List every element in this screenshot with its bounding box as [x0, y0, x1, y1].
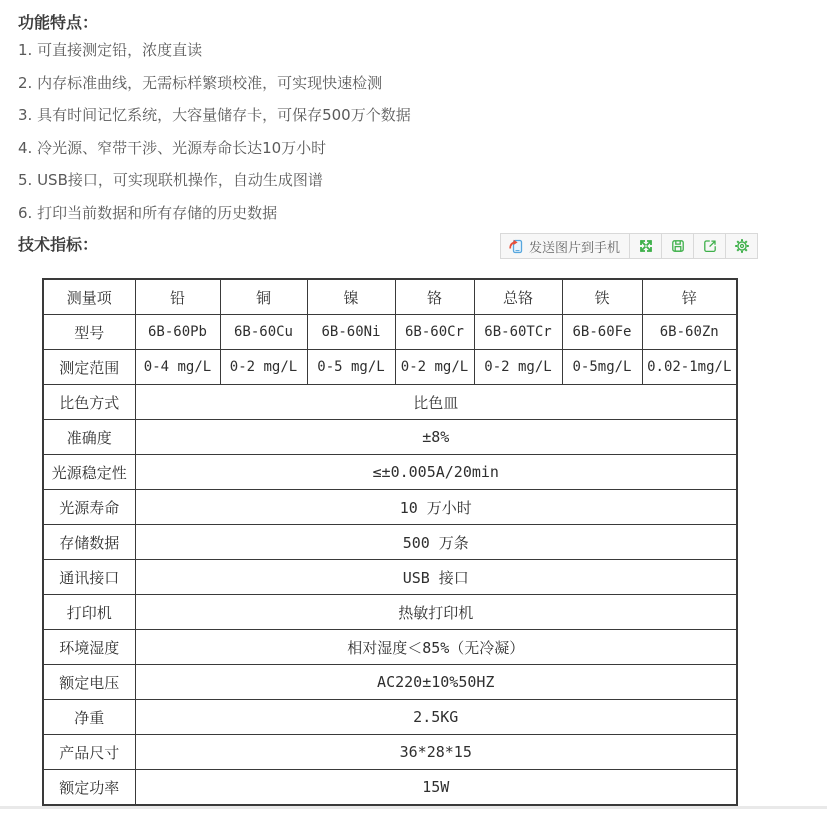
spec-value-cell: 0-2 mg/L: [474, 350, 562, 385]
spec-label-cell: 产品尺寸: [43, 735, 135, 770]
spec-value-cell: 比色皿: [135, 385, 737, 420]
features-list: [18, 34, 827, 230]
page-bottom-divider: [0, 806, 827, 809]
spec-value-cell: 15W: [135, 770, 737, 806]
spec-label-cell: 环境湿度: [43, 630, 135, 665]
header-cell: 铬: [395, 279, 474, 315]
settings-icon: [734, 238, 750, 254]
content: [0, 0, 827, 256]
table-row: [43, 630, 737, 665]
share-button[interactable]: [693, 233, 726, 259]
header-cell: 镍: [307, 279, 395, 315]
header-cell: 铁: [562, 279, 642, 315]
feature-item: 5. USB接口，可实现联机操作，自动生成图谱: [18, 171, 323, 190]
table-row: [43, 385, 737, 420]
spec-value-cell: ±8%: [135, 420, 737, 455]
table-row: [43, 315, 737, 350]
header-label-cell: 测量项: [43, 279, 135, 315]
spec-value-cell: 6B-60Fe: [562, 315, 642, 350]
table-row: [43, 279, 737, 315]
fullscreen-icon: [638, 238, 654, 254]
spec-value-cell: AC220±10%50HZ: [135, 665, 737, 700]
header-cell: 总铬: [474, 279, 562, 315]
header-cell: 铅: [135, 279, 220, 315]
spec-value-cell: 36*28*15: [135, 735, 737, 770]
spec-label-cell: 测定范围: [43, 350, 135, 385]
save-button[interactable]: [661, 233, 694, 259]
table-row: [43, 350, 737, 385]
feature-item: 6. 打印当前数据和所有存储的历史数据: [18, 203, 278, 222]
spec-label-cell: 额定功率: [43, 770, 135, 806]
header-cell: 铜: [220, 279, 307, 315]
table-row: [43, 770, 737, 806]
spec-value-cell: 相对湿度＜85%（无冷凝）: [135, 630, 737, 665]
spec-value-cell: 6B-60Cu: [220, 315, 307, 350]
spec-value-cell: 0-2 mg/L: [220, 350, 307, 385]
spec-value-cell: USB 接口: [135, 560, 737, 595]
table-row: [43, 420, 737, 455]
spec-label-cell: 通讯接口: [43, 560, 135, 595]
spec-table: [42, 278, 738, 806]
spec-value-cell: 热敏打印机: [135, 595, 737, 630]
settings-button[interactable]: [725, 233, 758, 259]
spec-label-cell: 净重: [43, 700, 135, 735]
spec-value-cell: 0-2 mg/L: [395, 350, 474, 385]
table-row: [43, 735, 737, 770]
send-to-phone-label: 发送图片到手机: [529, 240, 621, 256]
spec-label-cell: 型号: [43, 315, 135, 350]
send-to-phone-button[interactable]: [500, 233, 630, 259]
phone-send-icon: [508, 238, 524, 254]
table-row: [43, 700, 737, 735]
table-row: [43, 490, 737, 525]
spec-value-cell: 0-5mg/L: [562, 350, 642, 385]
spec-value-cell: 10 万小时: [135, 490, 737, 525]
spec-label-cell: 准确度: [43, 420, 135, 455]
spec-label-cell: 比色方式: [43, 385, 135, 420]
spec-value-cell: 6B-60Cr: [395, 315, 474, 350]
spec-value-cell: 6B-60Pb: [135, 315, 220, 350]
spec-value-cell: 500 万条: [135, 525, 737, 560]
spec-value-cell: 0-4 mg/L: [135, 350, 220, 385]
features-title: 功能特点：: [18, 13, 99, 32]
table-row: [43, 560, 737, 595]
spec-label-cell: 打印机: [43, 595, 135, 630]
table-row: [43, 525, 737, 560]
spec-value-cell: 6B-60Zn: [642, 315, 737, 350]
spec-value-cell: 6B-60Ni: [307, 315, 395, 350]
share-icon: [702, 238, 718, 254]
spec-value-cell: 6B-60TCr: [474, 315, 562, 350]
table-row: [43, 455, 737, 490]
spec-value-cell: 2.5KG: [135, 700, 737, 735]
spec-value-cell: 0-5 mg/L: [307, 350, 395, 385]
specs-title: 技术指标：: [18, 234, 99, 254]
spec-label-cell: 光源稳定性: [43, 455, 135, 490]
spec-value-cell: ≤±0.005A/20min: [135, 455, 737, 490]
feature-item: 4. 冷光源、窄带干涉、光源寿命长达10万小时: [18, 138, 327, 157]
save-icon: [670, 238, 686, 254]
spec-value-cell: 0.02-1mg/L: [642, 350, 737, 385]
feature-item: 1. 可直接测定铅，浓度直读: [18, 41, 203, 59]
table-row: [43, 665, 737, 700]
table-row: [43, 595, 737, 630]
spec-label-cell: 存储数据: [43, 525, 135, 560]
spec-label-cell: 光源寿命: [43, 490, 135, 525]
header-cell: 锌: [642, 279, 737, 315]
feature-item: 3. 具有时间记忆系统，大容量储存卡，可保存500万个数据: [18, 106, 411, 125]
spec-label-cell: 额定电压: [43, 665, 135, 700]
feature-item: 2. 内存标准曲线，无需标样繁琐校准，可实现快速检测: [18, 73, 383, 92]
fullscreen-button[interactable]: [629, 233, 662, 259]
image-toolbar: [500, 233, 758, 259]
